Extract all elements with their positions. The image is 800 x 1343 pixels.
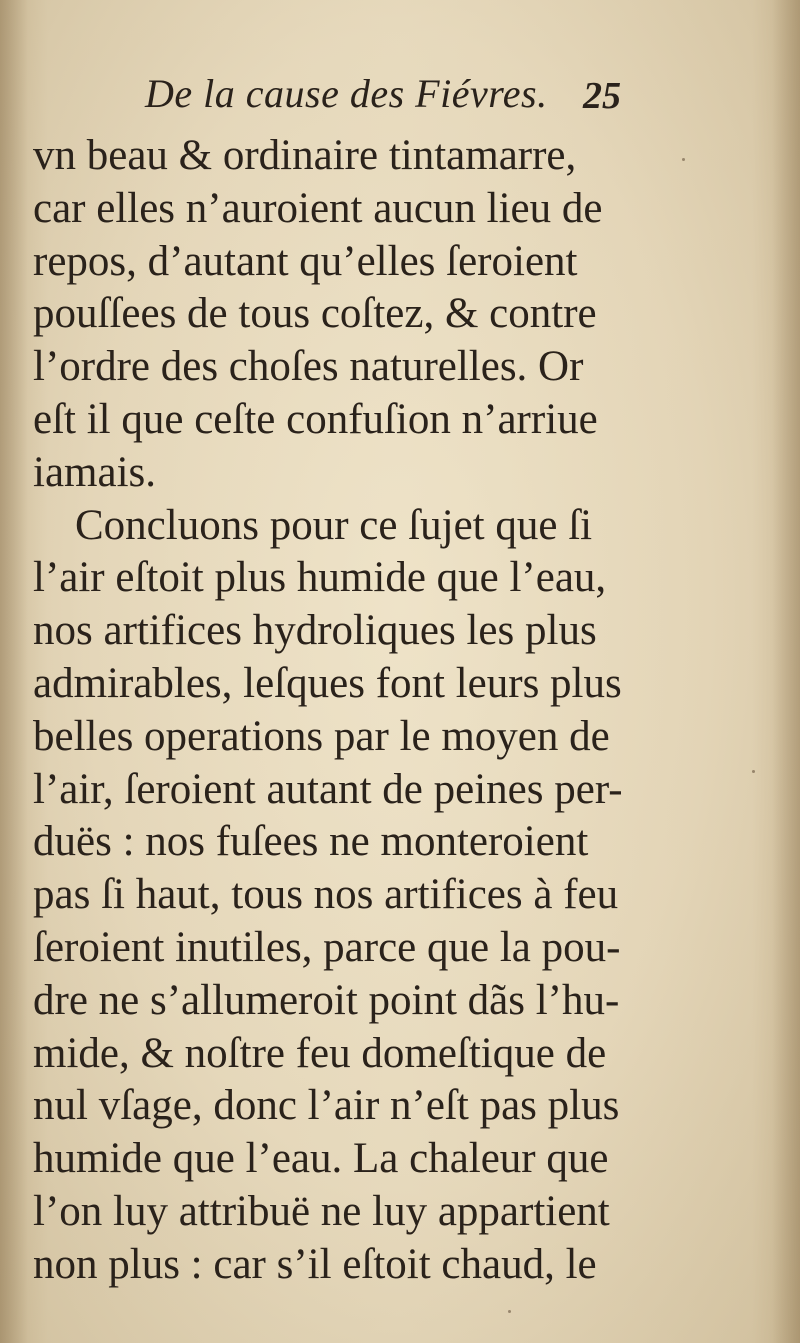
paragraph-start-line: Concluons pour ce ſujet que ſi — [75, 501, 593, 549]
text-line: pouſſees de tous coſtez, & contre — [33, 290, 597, 338]
paper-speck — [682, 158, 685, 161]
text-line: repos, d’autant qu’elles ſeroient — [33, 237, 578, 285]
text-line: admirables, leſques font leurs plus — [33, 659, 622, 707]
text-line: duës : nos fuſees ne monteroient — [33, 818, 589, 866]
text-line: mide, & noſtre feu domeſtique de — [33, 1029, 607, 1077]
text-line: non plus : car s’il eſtoit chaud, le — [33, 1240, 597, 1288]
paper-speck — [752, 770, 755, 773]
text-line: l’air eſtoit plus humide que l’eau, — [33, 554, 607, 602]
body-text-block — [33, 130, 633, 1292]
paper-speck — [508, 1310, 511, 1313]
text-line: pas ſi haut, tous nos artifices à feu — [33, 871, 619, 919]
text-line: eſt il que ceſte confuſion n’arriue — [33, 395, 598, 443]
text-line: humide que l’eau. La chaleur que — [33, 1135, 609, 1183]
text-line: dre ne s’allumeroit point dãs l’hu- — [33, 976, 620, 1024]
text-line: ſeroient inutiles, parce que la pou- — [33, 923, 621, 971]
running-head-title: De la cause des Fiévres. — [145, 71, 548, 116]
text-line: nos artifices hydroliques les plus — [33, 607, 597, 655]
text-line: car elles n’auroient aucun lieu de — [33, 184, 603, 232]
text-line: l’ordre des choſes naturelles. Or — [33, 343, 584, 391]
text-line: nul vſage, donc l’air n’eſt pas plus — [33, 1082, 620, 1130]
text-line: vn beau & ordinaire tintamarre, — [33, 132, 577, 179]
text-line: l’on luy attribuë ne luy appartient — [33, 1187, 610, 1235]
page-number: 25 — [583, 75, 621, 117]
page-right-edge-shadow — [772, 0, 800, 1343]
page-left-edge-shadow — [0, 0, 28, 1343]
text-line: l’air, ſeroient autant de peines per- — [33, 765, 623, 813]
text-line: iamais. — [33, 448, 156, 496]
text-line: belles operations par le moyen de — [33, 712, 610, 760]
